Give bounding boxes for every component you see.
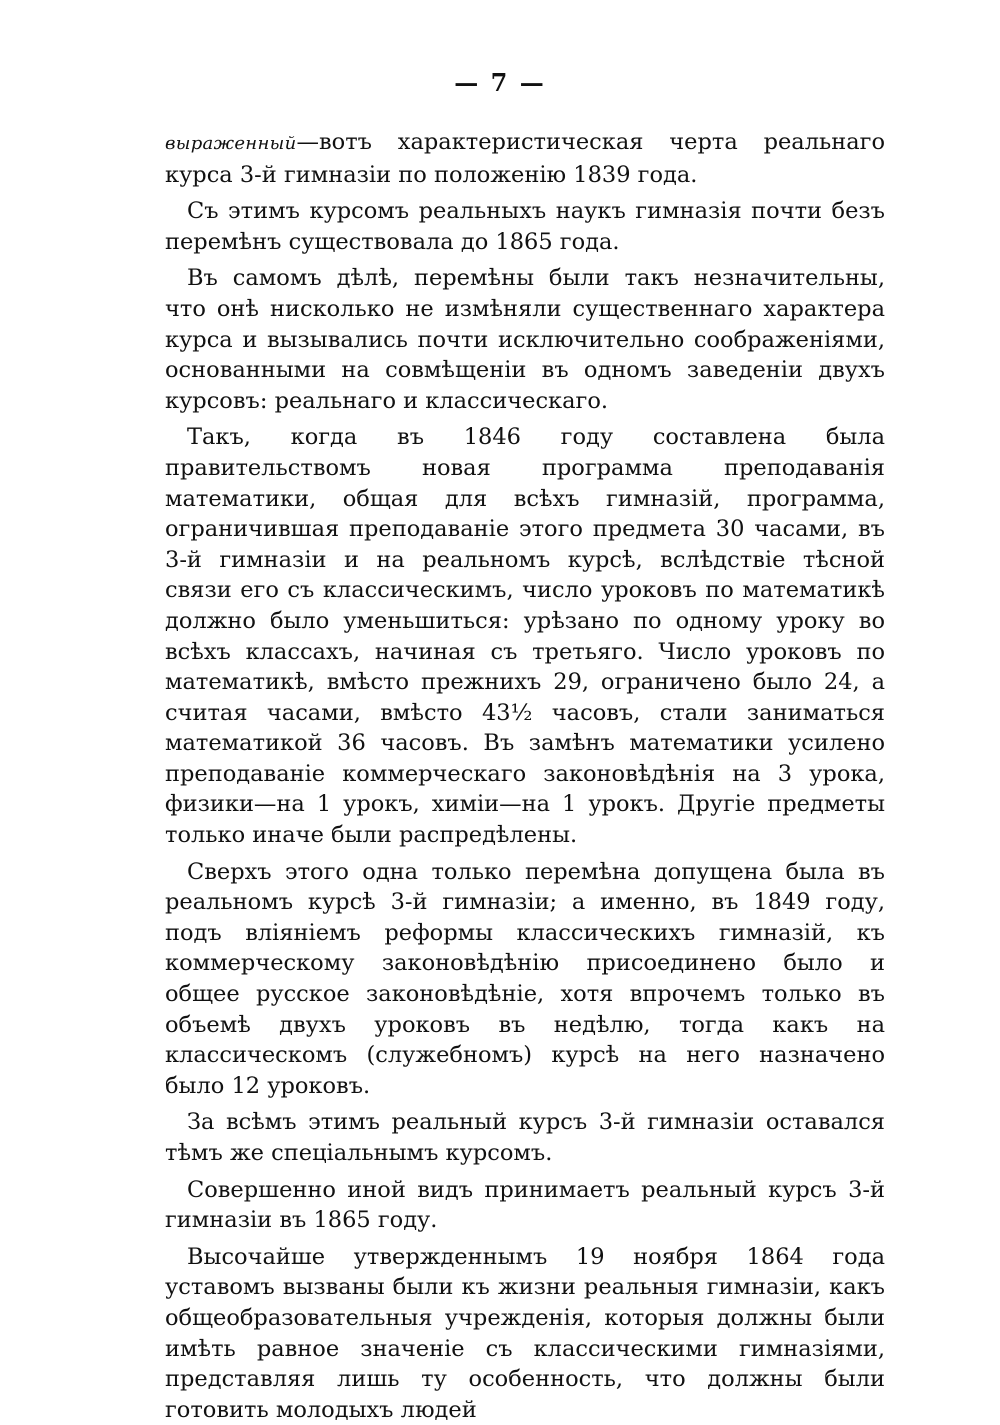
- paragraph-1: [165, 127, 885, 190]
- paragraph-4: Такъ, когда въ 1846 году составлена была правительствомъ новая программа преподаванія математики, общая для всѣхъ гимназій, программа, ограничившая преподаваніе этого предмета 30 часами, въ 3-й гимназіи и на реальномъ курсѣ, вслѣдствіе тѣсной связи его съ классическимъ, число уроковъ по математикѣ должно было уменьшиться: урѣзано по одному уроку во всѣхъ классахъ, начиная съ третьяго. Число уроковъ по математикѣ, вмѣсто прежнихъ 29, ограничено было 24, а считая часами, вмѣсто 43½ часовъ, стали заниматься математикой 36 часовъ. Въ замѣнъ математики усилено преподаваніе коммерческаго законовѣдѣнія на 3 урока, физики—на 1 урокъ, химіи—на 1 урокъ. Другіе предметы только иначе были распредѣлены.: [165, 424, 885, 849]
- paragraph-5: Сверхъ этого одна только перемѣна допущена была въ реальномъ курсѣ 3-й гимназіи; а именно, въ 1849 году, подъ вліяніемъ реформы классическихъ гимназій, къ коммерческому законовѣдѣнію присоединено было и общее русское законовѣдѣніе, хотя впрочемъ только въ объемѣ двухъ уроковъ въ недѣлю, тогда какъ на классическомъ (служебномъ) курсѣ на него назначено было 12 уроковъ.: [165, 858, 885, 1099]
- paragraph-7: Совершенно иной видъ принимаетъ реальный курсъ 3-й гимназіи въ 1865 году.: [165, 1176, 885, 1234]
- paragraph-6: За всѣмъ этимъ реальный курсъ 3-й гимназіи оставался тѣмъ же спеціальнымъ курсомъ.: [165, 1109, 885, 1166]
- paragraph-2: Съ этимъ курсомъ реальныхъ наукъ гимназія почти безъ перемѣнъ существовала до 1865 года.: [165, 198, 885, 255]
- paragraph-1-text: —вотъ характеристическая черта реальнаго курса 3-й гимназіи по положенію 1839 года.: [165, 129, 885, 188]
- paragraph-3: Въ самомъ дѣлѣ, перемѣны были такъ незначительны, что онѣ нисколько не измѣняли существеннаго характера курса и вызывались почти исключительно соображеніями, основанными на совмѣщеніи въ одномъ заведеніи двухъ курсовъ: реальнаго и классическаго.: [165, 265, 885, 414]
- page-number: — 7 —: [454, 68, 546, 97]
- paragraph-8: Высочайше утвержденнымъ 19 ноября 1864 года уставомъ вызваны были къ жизни реальныя гимназіи, какъ общеобразовательныя учрежденія, которыя должны были имѣть равное значеніе съ классическими гимназіями, представляя лишь ту особенность, что должны были готовить молодыхъ людей: [165, 1243, 885, 1423]
- page-text: [165, 127, 885, 1425]
- emphasized-word: выраженный: [165, 133, 297, 154]
